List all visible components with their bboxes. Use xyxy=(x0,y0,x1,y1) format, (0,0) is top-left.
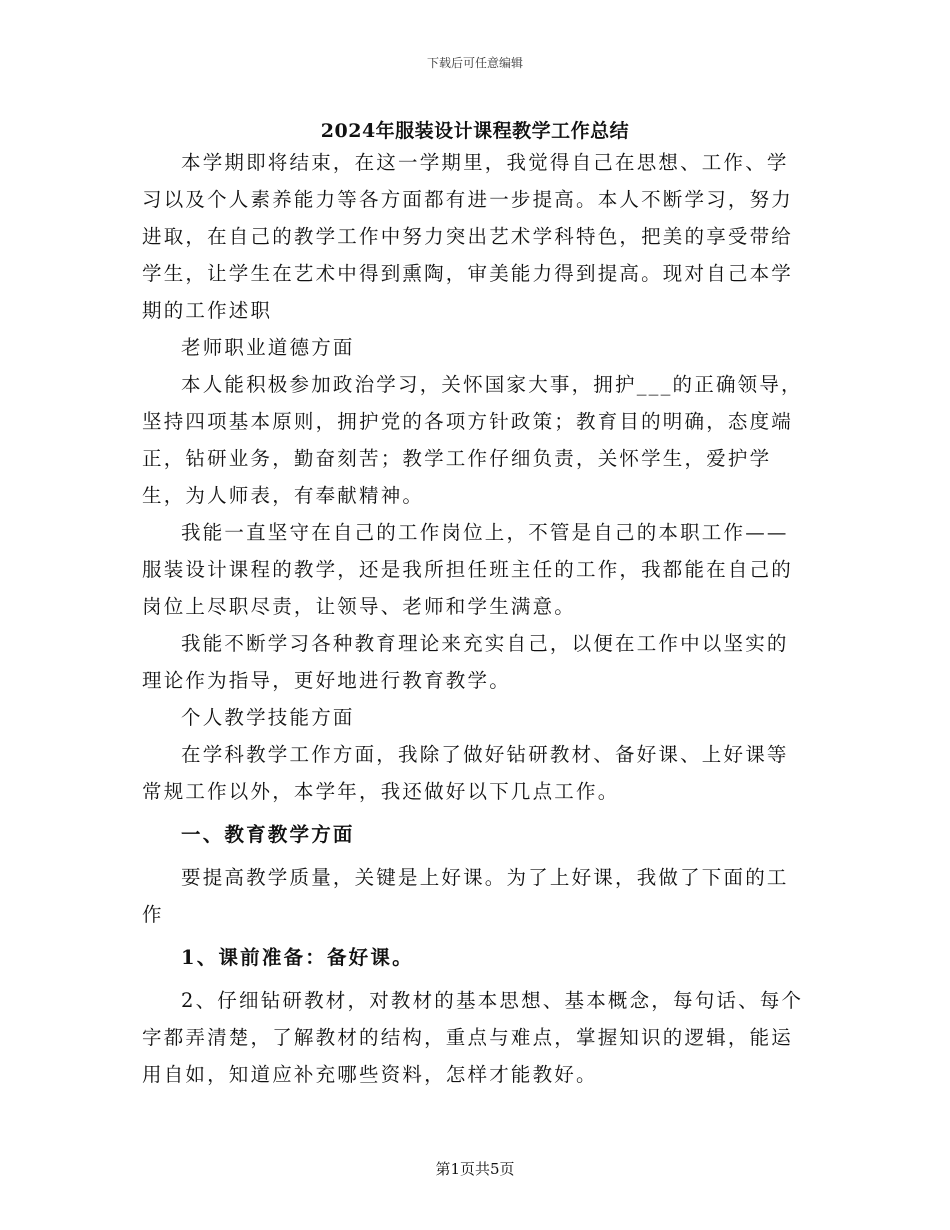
document-title: 2024年服装设计课程教学工作总结 xyxy=(320,120,630,142)
paragraph-teaching: 要提高教学质量，关键是上好课。为了上好课，我做了下面的工作 xyxy=(142,866,789,926)
paragraph-learning: 我能不断学习各种教育理论来充实自己，以便在工作中以坚实的理论作为指导，更好地进行教育教学。 xyxy=(142,632,789,692)
page-number: 第1页共5页 xyxy=(435,1160,515,1178)
paragraph-study-materials: 2、仔细钻研教材，对教材的基本思想、基本概念，每句话、每个字都弄清楚，了解教材的结构，重点与难点，掌握知识的逻辑，能运用自如，知道应补充哪些资料，怎样才能教好。 xyxy=(142,989,804,1086)
paragraph-ethics: 本人能积极参加政治学习，关怀国家大事，拥护___的正确领导，坚持四项基本原则，拥护党的各项方针政策；教育目的明确，态度端正，钻研业务，勤奋刻苦；教学工作仔细负责，关怀学生，爱护学生，为人师表，有奉献精神。 xyxy=(142,373,803,507)
paragraph-skills: 在学科教学工作方面，我除了做好钻研教材、备好课、上好课等常规工作以外，本学年，我还做好以下几点工作。 xyxy=(142,743,789,803)
section-heading-ethics: 老师职业道德方面 xyxy=(181,336,355,359)
paragraph-intro: 本学期即将结束，在这一学期里，我觉得自己在思想、工作、学习以及个人素养能力等各方面都有进一步提高。本人不断学习，努力进取，在自己的教学工作中努力突出艺术学科特色，把美的享受带给学生，让学生在艺术中得到熏陶，审美能力得到提高。现对自己本学期的工作述职 xyxy=(142,151,794,322)
item-heading-preparation: 1、课前准备：备好课。 xyxy=(181,946,414,969)
header-note: 下载后可任意编辑 xyxy=(426,56,523,70)
section-heading-skills: 个人教学技能方面 xyxy=(181,706,355,729)
paragraph-duty: 我能一直坚守在自己的工作岗位上，不管是自己的本职工作——服装设计课程的教学，还是我所担任班主任的工作，我都能在自己的岗位上尽职尽责，让领导、老师和学生满意。 xyxy=(142,521,794,618)
document-body xyxy=(142,144,808,1093)
section-heading-teaching: 一、教育教学方面 xyxy=(181,823,355,846)
